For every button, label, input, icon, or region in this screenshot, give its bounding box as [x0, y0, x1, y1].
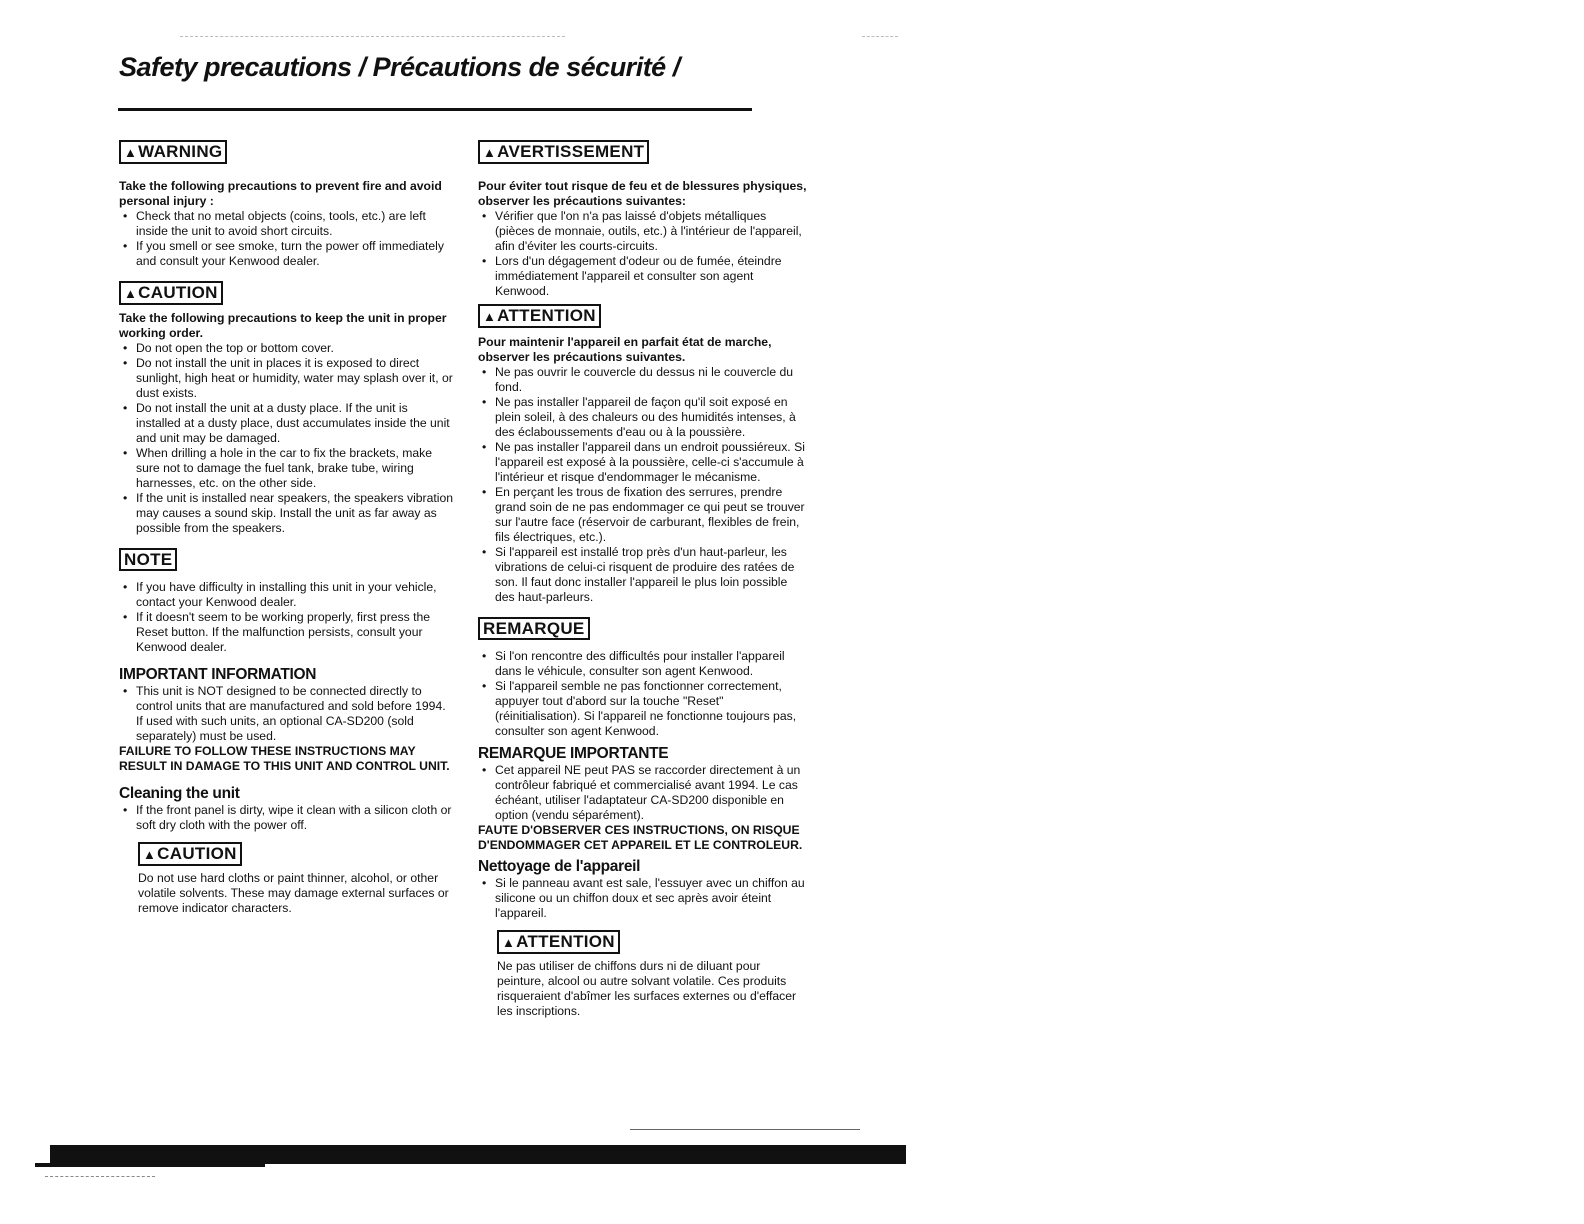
avertissement-badge — [478, 140, 649, 164]
list-item: • En perçant les trous de fixation des serrures, prendre grand soin de ne pas endommager ce qui peut se trouver sur l'autre face (réservoir de carburant, flexibles de frein, fils électriques, etc.). — [495, 485, 808, 545]
caution-lead: Take the following precautions to keep the unit in proper working order. — [119, 311, 447, 340]
avertissement-label: AVERTISSEMENT — [497, 142, 645, 161]
list-item: • Si l'appareil est installé trop près d'un haut-parleur, les vibrations de celui-ci risquent de produire des ratées de son. Il faut donc installer l'appareil le plus loin possible des haut-parleurs. — [495, 545, 808, 605]
attention-label: ATTENTION — [497, 306, 596, 325]
list-item: • Si l'appareil semble ne pas fonctionner correctement, appuyer tout d'abord sur la touche "Reset" (réinitialisation). Si l'appareil ne fonctionne toujours pas, consulter son agent Kenwood. — [495, 679, 808, 739]
avertissement-lead: Pour éviter tout risque de feu et de blessures physiques, observer les précautions suivantes: — [478, 179, 807, 208]
caution-list — [119, 341, 454, 536]
nettoyage-attention-label: ATTENTION — [516, 932, 615, 951]
title-rule — [118, 108, 752, 111]
warning-triangle-icon: ▲ — [143, 847, 157, 862]
list-item: • Lors d'un dégagement d'odeur ou de fumée, éteindre immédiatement l'appareil et consulter son agent Kenwood. — [495, 254, 808, 299]
list-item: • Check that no metal objects (coins, tools, etc.) are left inside the unit to avoid short circuits. — [136, 209, 454, 239]
scan-dash-line — [862, 36, 898, 37]
list-item: • Ne pas installer l'appareil dans un endroit poussiéreux. Si l'appareil est exposé à la poussière, celle-ci s'accumule à l'intérieur et risque d'endommager le mécanisme. — [495, 440, 808, 485]
nettoyage-attention-text: Ne pas utiliser de chiffons durs ni de diluant pour peinture, alcool ou autre solvant volatile. Ces produits risqueraient d'abîmer les surfaces externes ou d'effacer les inscriptions. — [497, 959, 797, 1018]
scan-dash-line — [180, 36, 565, 37]
list-item: • Si l'on rencontre des difficultés pour installer l'appareil dans le véhicule, consulter son agent Kenwood. — [495, 649, 808, 679]
list-item: • If it doesn't seem to be working properly, first press the Reset button. If the malfunction persists, consult your Kenwood dealer. — [136, 610, 454, 655]
list-item: • If you smell or see smoke, turn the power off immediately and consult your Kenwood dealer. — [136, 239, 454, 269]
cleaning-caution-text: Do not use hard cloths or paint thinner, alcohol, or other volatile solvents. These may damage external surfaces or remove indicator characters. — [138, 871, 449, 915]
scan-bottom-bar — [35, 1163, 265, 1167]
nettoyage-attention-badge — [497, 930, 620, 954]
note-list — [119, 580, 454, 655]
remarque-importante-list — [478, 763, 808, 823]
remarque-label: REMARQUE — [483, 619, 585, 638]
english-column — [119, 140, 454, 916]
note-label: NOTE — [124, 550, 173, 569]
important-heading: IMPORTANT INFORMATION — [119, 666, 317, 683]
list-item: • If you have difficulty in installing this unit in your vehicle, contact your Kenwood dealer. — [136, 580, 454, 610]
french-column — [478, 140, 808, 1019]
cleaning-list — [119, 803, 454, 833]
list-item: • When drilling a hole in the car to fix the brackets, make sure not to damage the fuel tank, brake tube, wiring harnesses, etc. on the other side. — [136, 446, 454, 491]
avertissement-list — [478, 209, 808, 299]
list-item: • Ne pas installer l'appareil de façon qu'il soit exposé en plein soleil, à des chaleurs ou des humidités intenses, à des éclaboussements d'eau ou à la poussière. — [495, 395, 808, 440]
list-item: • Si le panneau avant est sale, l'essuyer avec un chiffon au silicone ou un chiffon doux et sec après avoir éteint l'appareil. — [495, 876, 808, 921]
warning-triangle-icon: ▲ — [124, 145, 138, 160]
list-item: • If the front panel is dirty, wipe it clean with a silicon cloth or soft dry cloth with the power off. — [136, 803, 454, 833]
warning-triangle-icon: ▲ — [483, 309, 497, 324]
list-item: • Cet appareil NE peut PAS se raccorder directement à un contrôleur fabriqué et commercialisé avant 1994. Le cas échéant, utiliser l'adaptateur CA-SD200 disponible en option (vendu séparément). — [495, 763, 808, 823]
scan-dash-line — [45, 1176, 155, 1177]
list-item: • Vérifier que l'on n'a pas laissé d'objets métalliques (pièces de monnaie, outils, etc.) à l'intérieur de l'appareil, afin d'éviter les courts-circuits. — [495, 209, 808, 254]
caution-label: CAUTION — [138, 283, 218, 302]
note-badge — [119, 548, 177, 571]
warning-triangle-icon: ▲ — [502, 935, 516, 950]
warning-label: WARNING — [138, 142, 223, 161]
warning-triangle-icon: ▲ — [124, 286, 138, 301]
list-item: • Do not open the top or bottom cover. — [136, 341, 454, 356]
attention-lead: Pour maintenir l'appareil en parfait état de marche, observer les précautions suivantes. — [478, 335, 772, 364]
warning-list — [119, 209, 454, 269]
list-item: • Ne pas ouvrir le couvercle du dessus ni le couvercle du fond. — [495, 365, 808, 395]
attention-list — [478, 365, 808, 605]
cleaning-caution-badge — [138, 842, 242, 866]
remarque-list — [478, 649, 808, 739]
warning-triangle-icon: ▲ — [483, 145, 497, 160]
cleaning-caution-label: CAUTION — [157, 844, 237, 863]
warning-lead: Take the following precautions to prevent fire and avoid personal injury : — [119, 179, 442, 208]
warning-badge — [119, 140, 227, 164]
nettoyage-heading: Nettoyage de l'appareil — [478, 858, 641, 875]
caution-badge — [119, 281, 223, 305]
important-warning-text: FAILURE TO FOLLOW THESE INSTRUCTIONS MAY RESULT IN DAMAGE TO THIS UNIT AND CONTROL UNIT. — [119, 744, 450, 773]
attention-badge — [478, 304, 601, 328]
scan-line — [630, 1129, 860, 1130]
list-item: • If the unit is installed near speakers, the speakers vibration may causes a sound skip. Install the unit as far away as possible from the speakers. — [136, 491, 454, 536]
list-item: • Do not install the unit at a dusty place. If the unit is installed at a dusty place, dust accumulates inside the unit and unit may be damaged. — [136, 401, 454, 446]
remarque-importante-warning-text: FAUTE D'OBSERVER CES INSTRUCTIONS, ON RISQUE D'ENDOMMAGER CET APPAREIL ET LE CONTROLEUR. — [478, 823, 803, 852]
page-title: Safety precautions / Précautions de sécurité / — [119, 52, 680, 82]
remarque-badge — [478, 617, 590, 640]
remarque-importante-heading: REMARQUE IMPORTANTE — [478, 745, 669, 762]
scan-bottom-bar — [50, 1145, 906, 1164]
nettoyage-list — [478, 876, 808, 921]
cleaning-heading: Cleaning the unit — [119, 785, 240, 802]
list-item: • Do not install the unit in places it is exposed to direct sunlight, high heat or humidity, water may splash over it, or dust exists. — [136, 356, 454, 401]
list-item: • This unit is NOT designed to be connected directly to control units that are manufactured and sold before 1994. If used with such units, an optional CA-SD200 (sold separately) must be used. — [136, 684, 454, 744]
important-list — [119, 684, 454, 744]
